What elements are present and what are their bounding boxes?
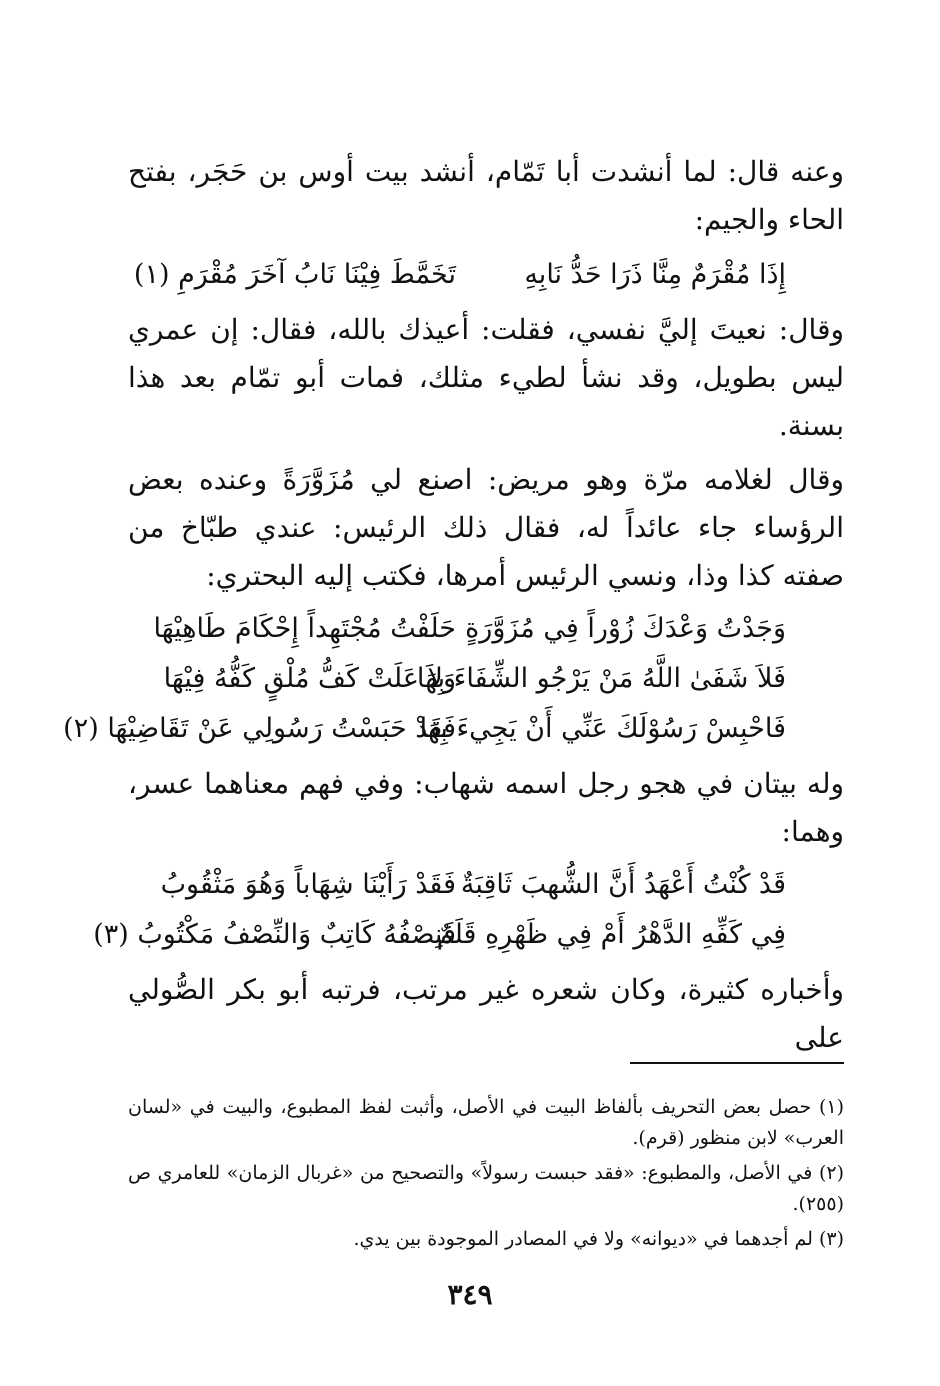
verse-second-hemistich: تَخَمَّطَ فِيْنَا نَابُ آخَرَ مُقْرَمِ (١) — [133, 259, 456, 290]
verse-block-2 — [63, 604, 844, 754]
verse-line — [128, 604, 844, 654]
verse-block-1 — [128, 250, 844, 300]
verse-line — [93, 910, 844, 960]
verse-line — [128, 250, 844, 300]
page-number: ٣٤٩ — [447, 1278, 493, 1311]
verse-second-hemistich: فَقَدْ حَبَسْتُ رَسُولِي عَنْ تَقَاضِيْهَا (٢) — [63, 713, 456, 744]
verse-first-hemistich: إِذَا مُقْرَمٌ مِنَّا ذَرَا حَدُّ نَابِهِ — [524, 259, 786, 290]
verse-second-hemistich: فَقَدْ رَأَيْنَا شِهَاباً وَهُوَ مَثْقُوبُ — [160, 869, 456, 900]
footnote-1: (١) حصل بعض التحريف بألفاظ البيت في الأصل، وأثبت لفظ المطبوع، والبيت في «لسان العرب» لابن منظور (قرم). — [128, 1096, 844, 1149]
verse-line — [63, 704, 844, 754]
verse-block-3 — [93, 860, 844, 960]
verse-first-hemistich: فَلاَ شَفَىٰ اللَّهُ مَنْ يَرْجُو الشِّفَاءَ بِهَا — [416, 663, 786, 694]
verse-second-hemistich: وَلاَ عَلَتْ كَفُّ مُلْقٍ كَفُّهُ فِيْهَا — [163, 663, 456, 694]
footnote-3: (٣) لم أجدهما في «ديوانه» ولا في المصادر الموجودة بين يدي. — [353, 1228, 844, 1250]
paragraph-1: وعنه قال: لما أنشدت أبا تَمّام، أنشد بيت أوس بن حَجَر، بفتح الحاء والجيم: — [128, 155, 844, 236]
verse-line — [128, 860, 844, 910]
footnote-2: (٢) في الأصل، والمطبوع: «فقد حبست رسولاً» والتصحيح من «غربال الزمان» للعامري ص (٢٥٥). — [128, 1162, 844, 1215]
verse-first-hemistich: فَاحْبِسْ رَسُوْلَكَ عَنِّي أَنْ يَجِيءَ بِهَا — [419, 713, 786, 744]
verse-first-hemistich: وَجَدْتُ وَعْدَكَ زُوْراً فِي مُزَوَّرَةٍ — [465, 613, 786, 644]
verse-second-hemistich: حَلَفْتُ مُجْتَهِداً إِحْكَامَ طَاهِيْهَا — [153, 613, 456, 644]
paragraph-4: وله بيتان في هجو رجل اسمه شهاب: وفي فهم معناهما عسر، وهما: — [128, 767, 844, 848]
footnote-divider — [630, 1062, 844, 1064]
verse-first-hemistich: فِي كَفِّهِ الدَّهْرُ أَمْ فِي ظَهْرِهِ قَلَمٌ — [436, 919, 786, 950]
paragraph-5: وأخباره كثيرة، وكان شعره غير مرتب، فرتبه أبو بكر الصُّولي على — [128, 973, 844, 1054]
footnotes — [128, 1092, 844, 1259]
paragraph-3: وقال لغلامه مرّة وهو مريض: اصنع لي مُزَوَّرَةً وعنده بعض الرؤساء جاء عائداً له، فقال ذلك الرئيس: عندي طبّاخ من صفته كذا وذا، ونسي الرئيس أمرها، فكتب إليه البحتري: — [128, 463, 844, 592]
paragraph-2: وقال: نعيتَ إليَّ نفسي، فقلت: أعيذك بالله، فقال: إن عمري ليس بطويل، وقد نشأ لطيء مثلك، فمات أبو تمّام بعد هذا بسنة. — [128, 313, 844, 442]
verse-line — [128, 654, 844, 704]
verse-first-hemistich: قَدْ كُنْتُ أَعْهَدُ أَنَّ الشُّهبَ ثَاقِبَةٌ — [460, 869, 786, 900]
main-text — [63, 148, 844, 1062]
verse-second-hemistich: فَنِصْفُهُ كَاتِبٌ وَالنِّصْفُ مَكْتُوبُ (٣) — [93, 919, 456, 950]
